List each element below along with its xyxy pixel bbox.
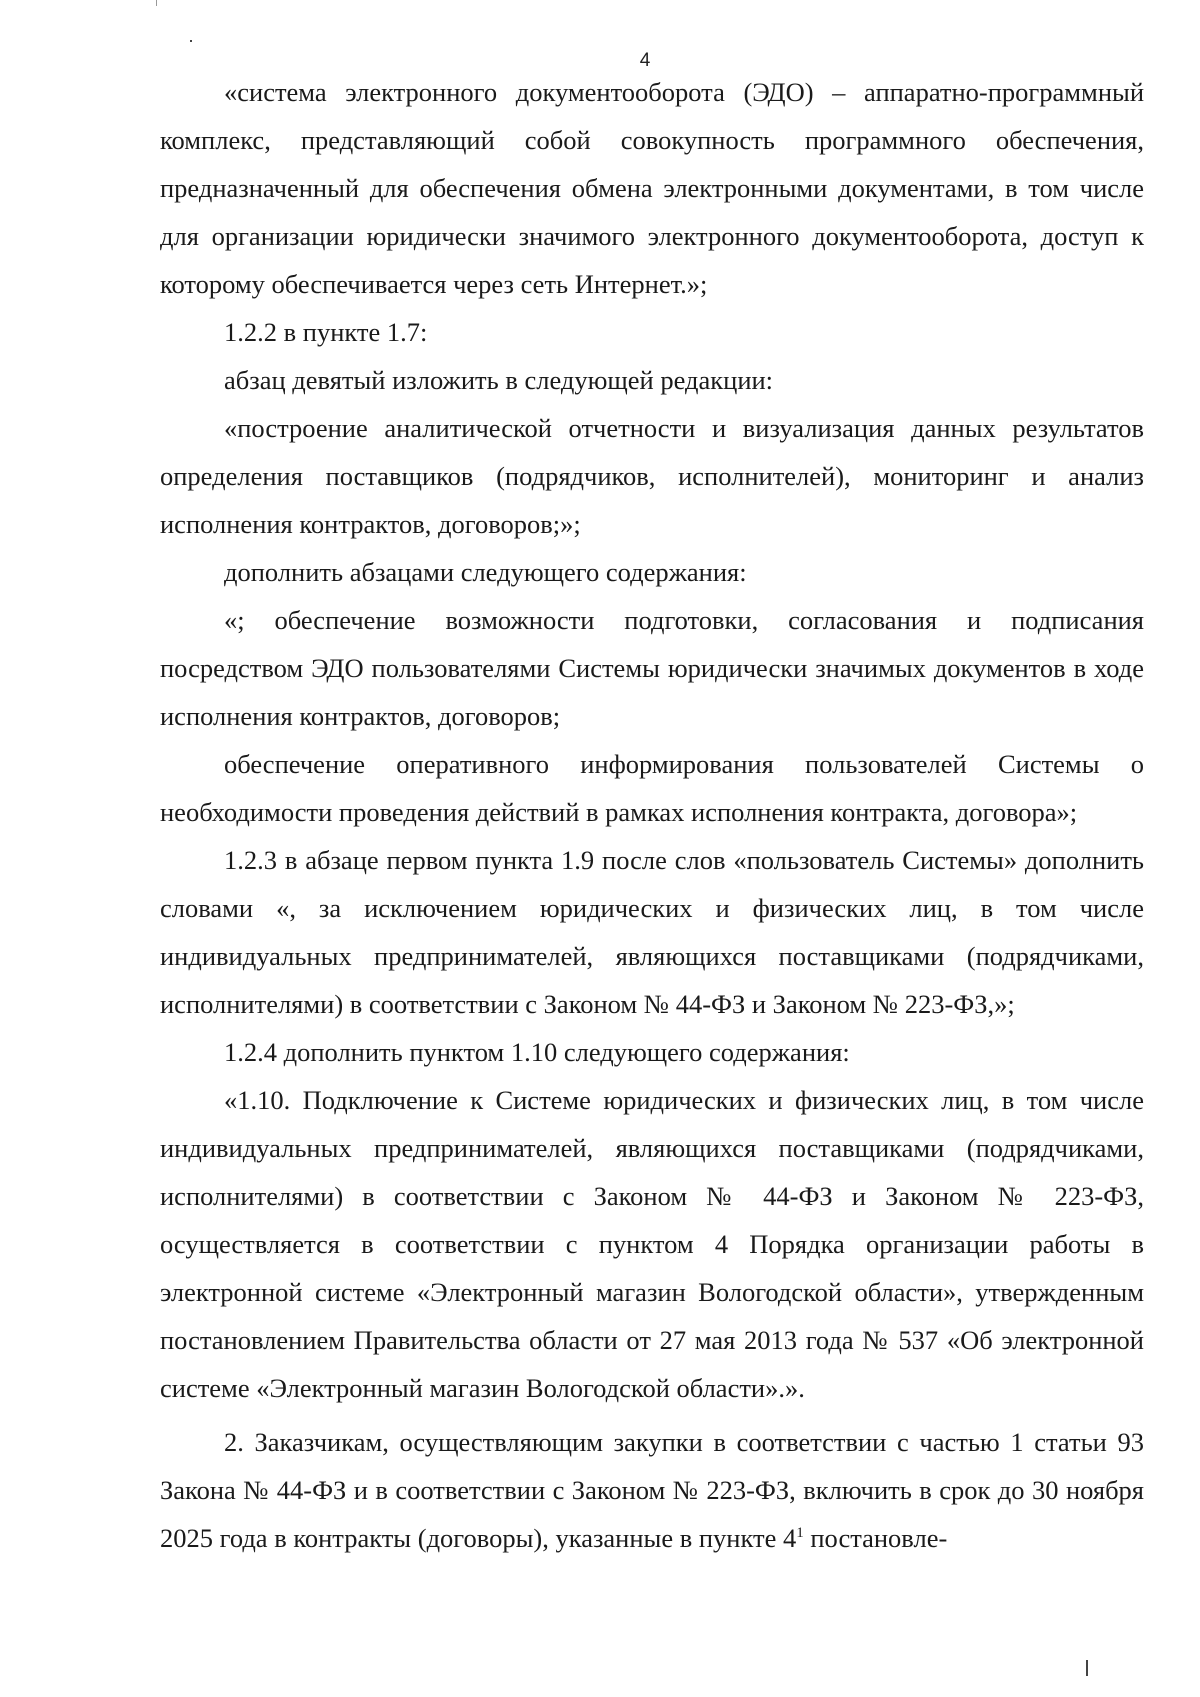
- scan-artifact-top-tick: [156, 0, 157, 6]
- item-2-text: 2. Заказчикам, осуществляющим закупки в соответствии с частью 1 статьи 93 Закона № 44-ФЗ и в соответствии с Законом № 223-ФЗ, включить в срок до 30 ноября 2025 года в контракты (договоры), указанные в пункте 4: [160, 1427, 1144, 1553]
- paragraph-1-2-4: 1.2.4 дополнить пунктом 1.10 следующего содержания:: [224, 1037, 850, 1067]
- page-number: 4: [639, 50, 651, 71]
- item-2-superscript: 1: [796, 1525, 804, 1542]
- paragraph-edo-definition: «система электронного документооборота (ЭДО) – аппаратно-программный комплекс, представляющий собой совокупность программного обеспечения, предназначенный для обеспечения обмена электронными документами, в том числе для организации юридически значимого электронного документооборота, доступ к которому обеспечивается через сеть Интернет.»;: [160, 77, 1144, 299]
- item-2-text-end: постановле-: [803, 1523, 948, 1553]
- paragraph-1-10-text: «1.10. Подключение к Системе юридических и физических лиц, в том числе индивидуальных предпринимателей, являющихся поставщиками (подрядчиками, исполнителями) в соответствии с Законом № 44-ФЗ и Законом № 223-ФЗ, осуществляется в соответствии с пунктом 4 Порядка организации работы в электронной системе «Электронный магазин Вологодской области», утвержденным постановлением Правительства области от 27 мая 2013 года № 537 «Об электронной системе «Электронный магазин Вологодской области».».: [160, 1085, 1144, 1403]
- paragraph-edo-signing: «; обеспечение возможности подготовки, согласования и подписания посредством ЭДО пользователями Системы юридически значимых документов в ходе исполнения контрактов, договоров;: [160, 605, 1144, 731]
- document-body: [160, 68, 1144, 1562]
- paragraph-ninth-abzac: абзац девятый изложить в следующей редакции:: [224, 365, 774, 395]
- paragraph-1-2-3: 1.2.3 в абзаце первом пункта 1.9 после слов «пользователь Системы» дополнить словами «, за исключением юридических и физических лиц, в том числе индивидуальных предпринимателей, являющихся поставщиками (подрядчиками, исполнителями) в соответствии с Законом № 44-ФЗ и Законом № 223-ФЗ,»;: [160, 845, 1144, 1019]
- paragraph-1-2-2: 1.2.2 в пункте 1.7:: [224, 317, 428, 347]
- paragraph-user-notification: обеспечение оперативного информирования пользователей Системы о необходимости проведения действий в рамках исполнения контракта, договора»;: [160, 749, 1144, 827]
- scan-artifact-bottom-tick: [1086, 1660, 1088, 1676]
- scan-artifact-dot: [190, 40, 192, 42]
- paragraph-item-2: [160, 1418, 1144, 1562]
- paragraph-supplement-intro: дополнить абзацами следующего содержания:: [224, 557, 747, 587]
- paragraph-analytics-quote: «построение аналитической отчетности и визуализация данных результатов определения поставщиков (подрядчиков, исполнителей), мониторинг и анализ исполнения контрактов, договоров;»;: [160, 413, 1144, 539]
